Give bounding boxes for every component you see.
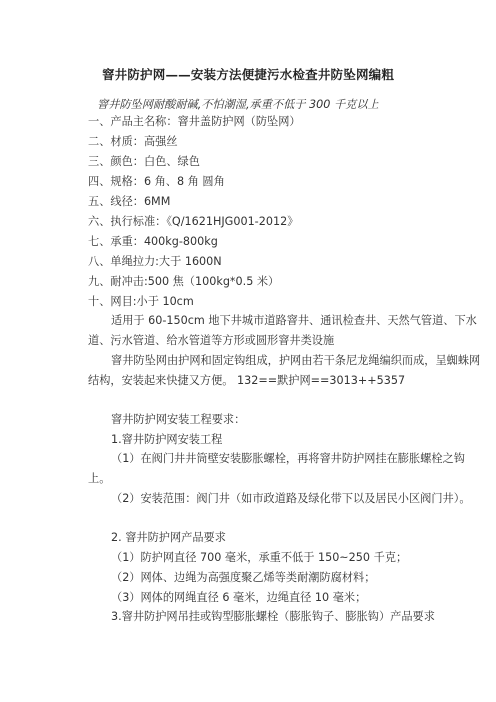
document-subtitle: 窨井防坠网耐酸耐碱,不怕潮湿,承重不低于 300 千克以上 xyxy=(97,98,379,111)
section2-item-3: （3）网体的网绳直径 6 毫米，边绳直径 10 毫米； xyxy=(111,591,367,604)
spec-item-name: 一、产品主名称：窨井盖防护网（防坠网） xyxy=(88,115,301,128)
section2-item-1: （1）防护网直径 700 毫米，承重不低于 150~250 千克； xyxy=(111,551,408,564)
section3-heading: 3.窨井防护网吊挂或钩型膨胀螺栓（膨胀钩子、膨胀钩）产品要求 xyxy=(111,610,435,623)
spec-item-mesh: 十、网目:小于 10cm xyxy=(88,295,194,308)
spec-item-tension: 八、单绳拉力:大于 1600N xyxy=(88,255,222,268)
spec-item-color: 三、颜色：白色、绿色 xyxy=(88,155,200,168)
spec-item-size: 四、规格：6 角、8 角 圆角 xyxy=(88,175,225,188)
section1-item-1: （1）在阀门井井筒壁安装膨胀螺栓，再将窨井防护网挂在膨胀螺栓之钩上。 xyxy=(88,452,465,485)
spec-item-standard: 六、执行标准：《Q/1621HJG001-2012》 xyxy=(88,215,299,228)
section1-item-2: （2）安装范围：阀门井（如市政道路及绿化带下以及居民小区阀门井）。 xyxy=(111,492,471,505)
requirements-heading: 窨井防护网安装工程要求： xyxy=(111,413,246,426)
spec-item-load: 七、承重：400kg-800kg xyxy=(88,235,218,248)
document-title: 窨井防护网——安装方法便捷污水检查井防坠网编粗 xyxy=(101,67,395,82)
spec-item-impact: 九、耐冲击:500 焦（100kg*0.5 米） xyxy=(88,275,280,288)
usage-paragraph: 适用于 60-150cm 地下井城市道路窨井、通讯检查井、天然气管道、下水道、污水管道、给水管道等方形或圆形窨井类设施 xyxy=(88,314,477,347)
section2-item-2: （2）网体、边绳为高强度聚乙烯等类耐潮防腐材料； xyxy=(111,571,376,584)
section2-heading: 2. 窨井防护网产品要求 xyxy=(111,531,226,544)
spec-item-material: 二、材质：高强丝 xyxy=(88,135,178,148)
spec-item-wire-diameter: 五、线径：6MM xyxy=(88,195,171,208)
section1-heading: 1.窨井防护网安装工程 xyxy=(111,433,223,446)
description-paragraph: 窨井防坠网由护网和固定钩组成，护网由若干条尼龙绳编织而成，呈蜘蛛网结构，安装起来快捷又方便。 132==默护网==3013++5357 xyxy=(88,354,481,387)
